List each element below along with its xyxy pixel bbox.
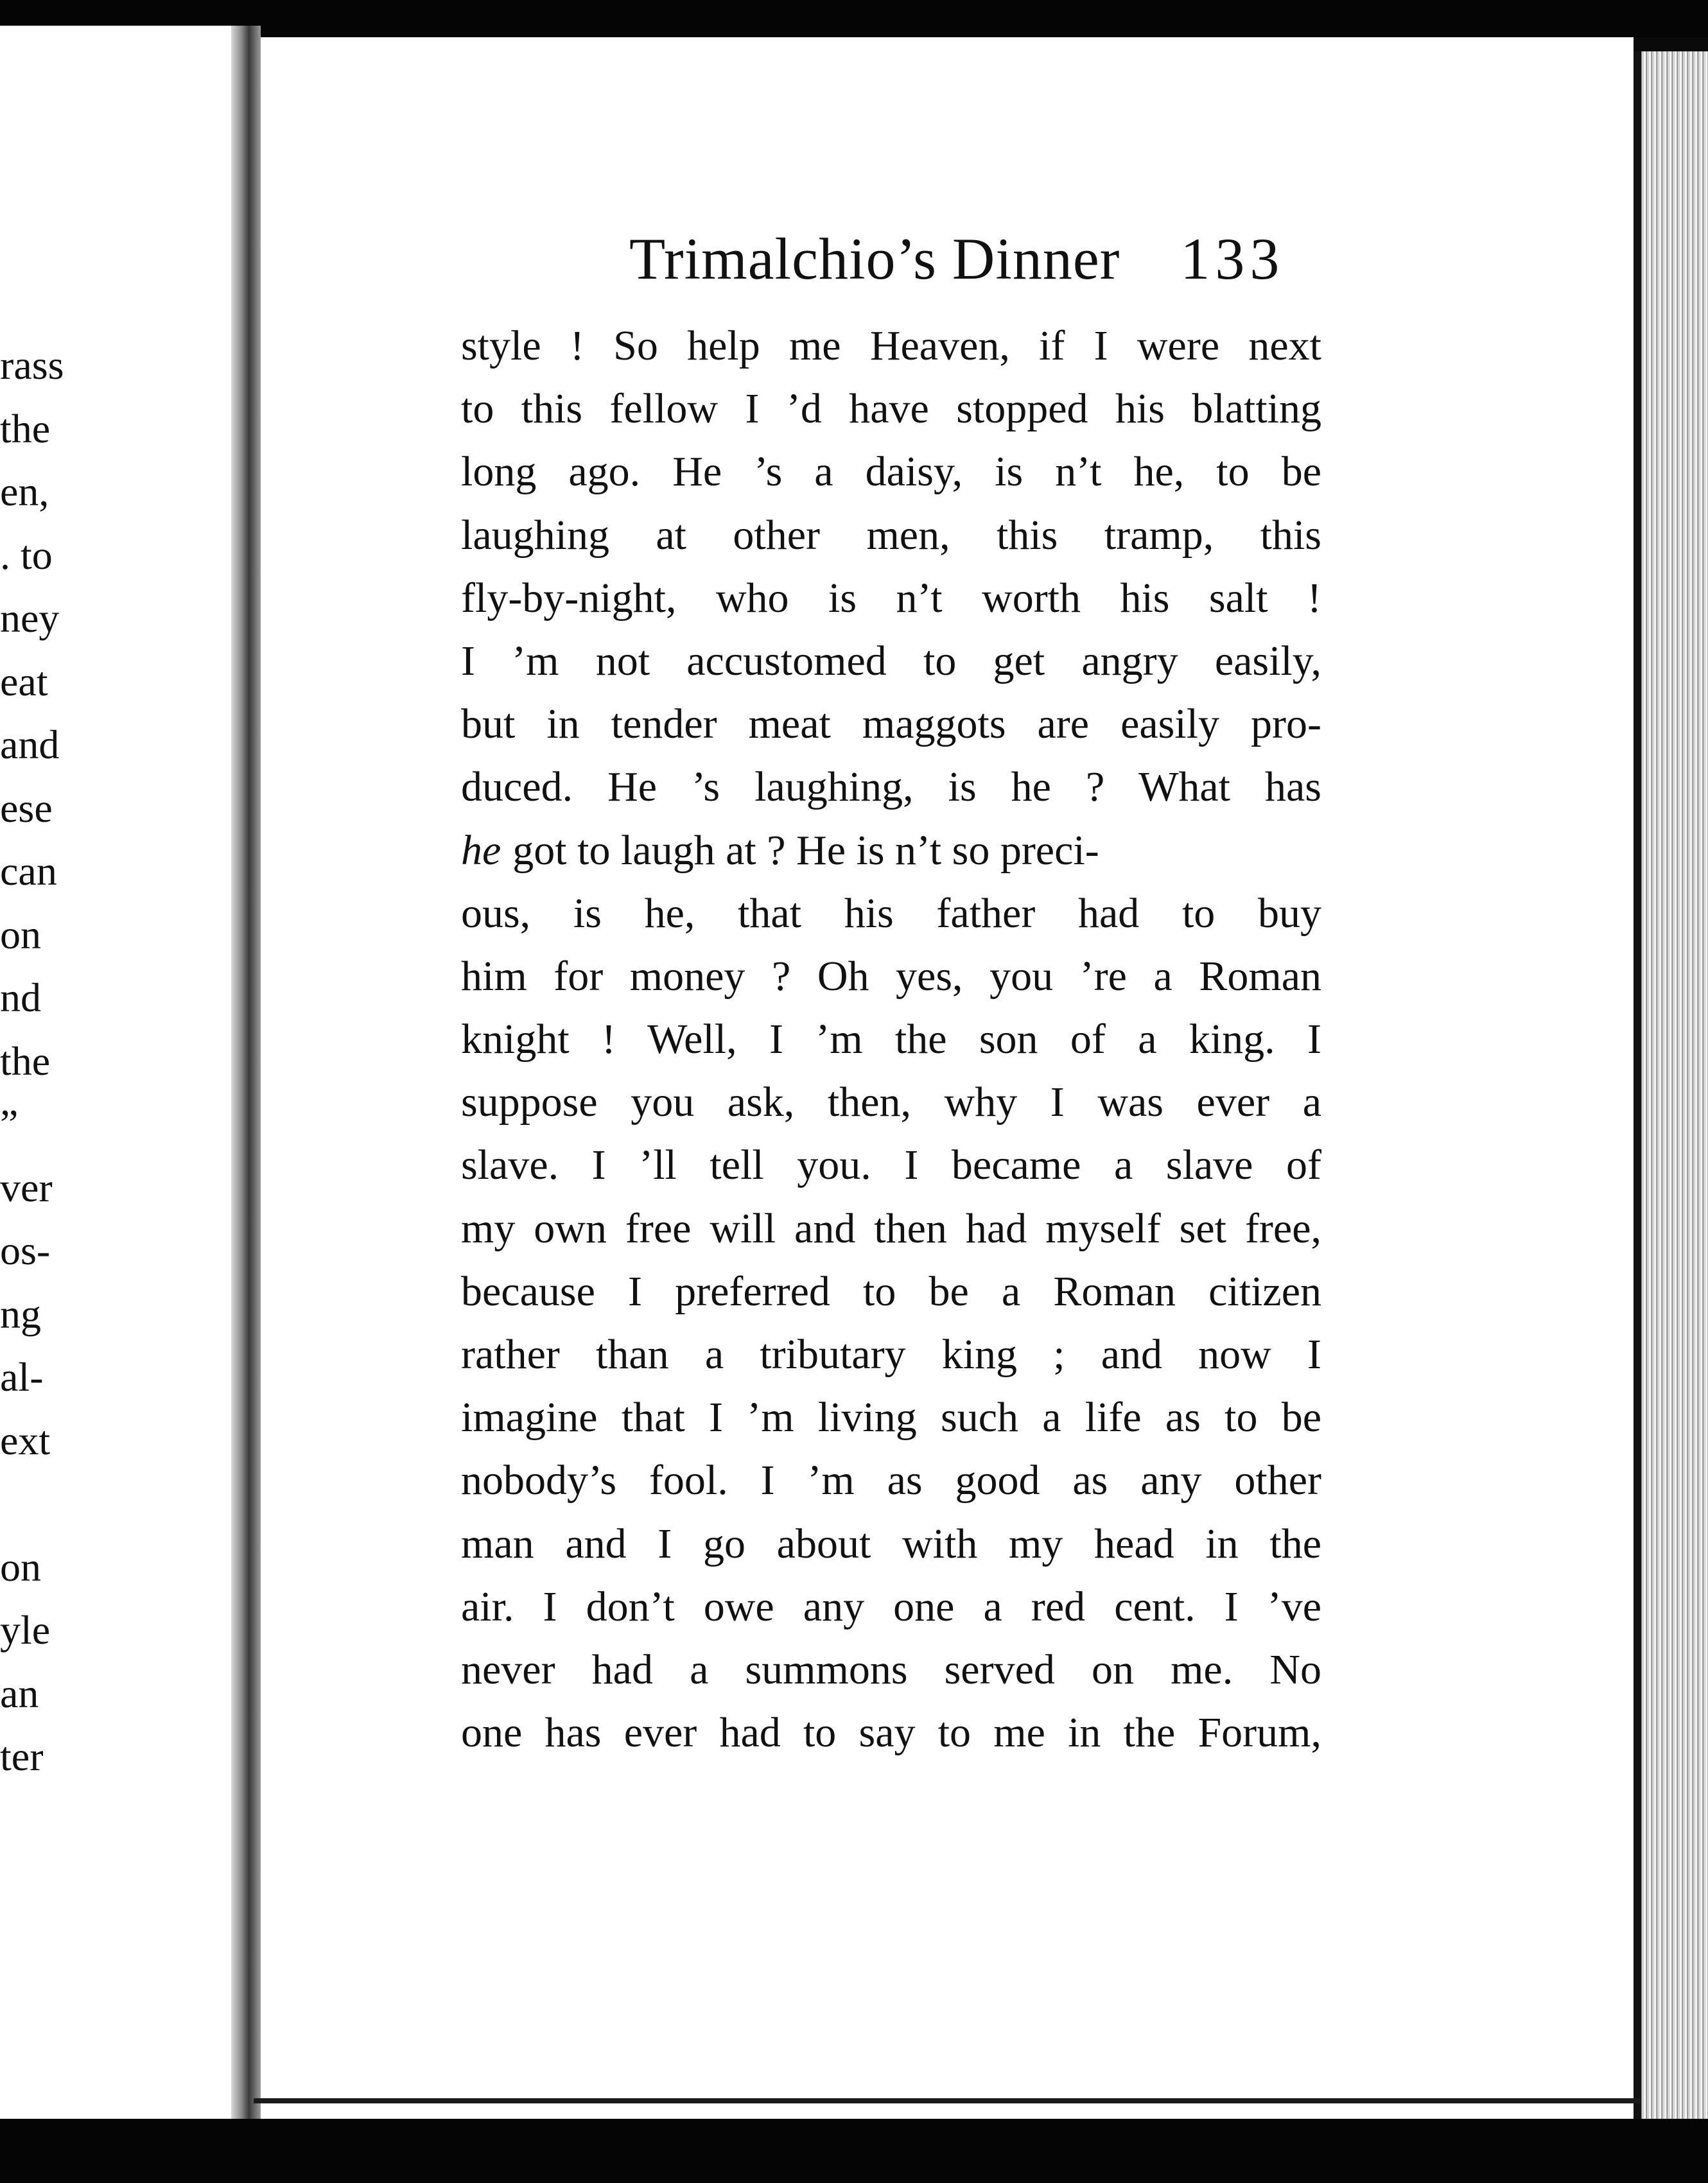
left-fragment: and (0, 722, 60, 767)
left-fragment: ter (0, 1734, 44, 1779)
text-line: one has ever had to say to me in the Forum, (461, 1709, 1321, 1757)
text-line: duced. He ’s laughing, is he ? What has (461, 763, 1321, 811)
text-line: imagine that I ’m living such a life as to be (461, 1394, 1321, 1441)
page-bottom-shadow (254, 2098, 1641, 2103)
book-gutter (231, 26, 261, 2125)
text-line: fly-by-night, who is n’t worth his salt ! (461, 574, 1321, 622)
left-fragment: ney (0, 595, 60, 641)
text-line: my own free will and then had myself set free, (461, 1205, 1321, 1252)
left-page-fragments (0, 334, 64, 1789)
text-line: but in tender meat maggots are easily pro- (461, 700, 1321, 748)
text-line: man and I go about with my head in the (461, 1520, 1321, 1567)
left-fragment: on (0, 1544, 41, 1590)
body-text (461, 315, 1321, 1764)
left-fragment: ext (0, 1417, 51, 1463)
left-fragment (0, 1472, 64, 1536)
text-line: air. I don’t owe any one a red cent. I ’ve (461, 1583, 1321, 1630)
text-line (461, 819, 1321, 882)
page-edge-shadow (1634, 51, 1641, 2125)
text-line: nobody’s fool. I ’m as good as any other (461, 1457, 1321, 1504)
text-line: laughing at other men, this tramp, this (461, 511, 1321, 559)
text-line: slave. I ’ll tell you. I became a slave of (461, 1142, 1321, 1189)
left-fragment: al- (0, 1354, 44, 1400)
left-fragment: the (0, 1038, 51, 1084)
left-fragment: . to (0, 532, 53, 578)
left-fragment: nd (0, 975, 41, 1020)
text-line: never had a summons served on me. No (461, 1646, 1321, 1693)
running-head (629, 225, 1336, 293)
left-fragment: ” (0, 1101, 19, 1147)
left-fragment: can (0, 848, 57, 894)
scan-bottom-border (0, 2119, 1708, 2183)
page-edges (1634, 51, 1708, 2125)
left-fragment: eat (0, 658, 48, 704)
left-fragment: rass (0, 342, 64, 388)
text-line: long ago. He ’s a daisy, is n’t he, to be (461, 448, 1321, 496)
page-number: 133 (1180, 226, 1285, 291)
text-line-rest: got to laugh at ? He is n’t so preci- (512, 826, 1099, 874)
text-line: ous, is he, that his father had to buy (461, 889, 1321, 937)
text-line: to this fellow I ’d have stopped his blatting (461, 385, 1321, 433)
text-line: rather than a tributary king ; and now I (461, 1331, 1321, 1378)
left-fragment: on (0, 911, 41, 957)
text-line: style ! So help me Heaven, if I were next (461, 322, 1321, 369)
text-line: knight ! Well, I ’m the son of a king. I (461, 1016, 1321, 1063)
left-fragment: yle (0, 1607, 51, 1653)
text-line: I ’m not accustomed to get angry easily, (461, 637, 1321, 684)
text-line: suppose you ask, then, why I was ever a (461, 1079, 1321, 1126)
italic-word: he (461, 826, 501, 874)
left-fragment: os- (0, 1228, 51, 1273)
left-fragment: an (0, 1670, 39, 1716)
left-fragment: ng (0, 1291, 41, 1337)
left-fragment: ver (0, 1164, 53, 1210)
left-page (0, 26, 257, 2125)
text-line: him for money ? Oh yes, you ’re a Roman (461, 952, 1321, 1000)
text-line: because I preferred to be a Roman citizen (461, 1267, 1321, 1315)
left-fragment: ese (0, 785, 53, 831)
running-head-title: Trimalchio’s Dinner (629, 226, 1120, 291)
left-fragment: the (0, 405, 51, 451)
left-fragment: en, (0, 469, 49, 514)
